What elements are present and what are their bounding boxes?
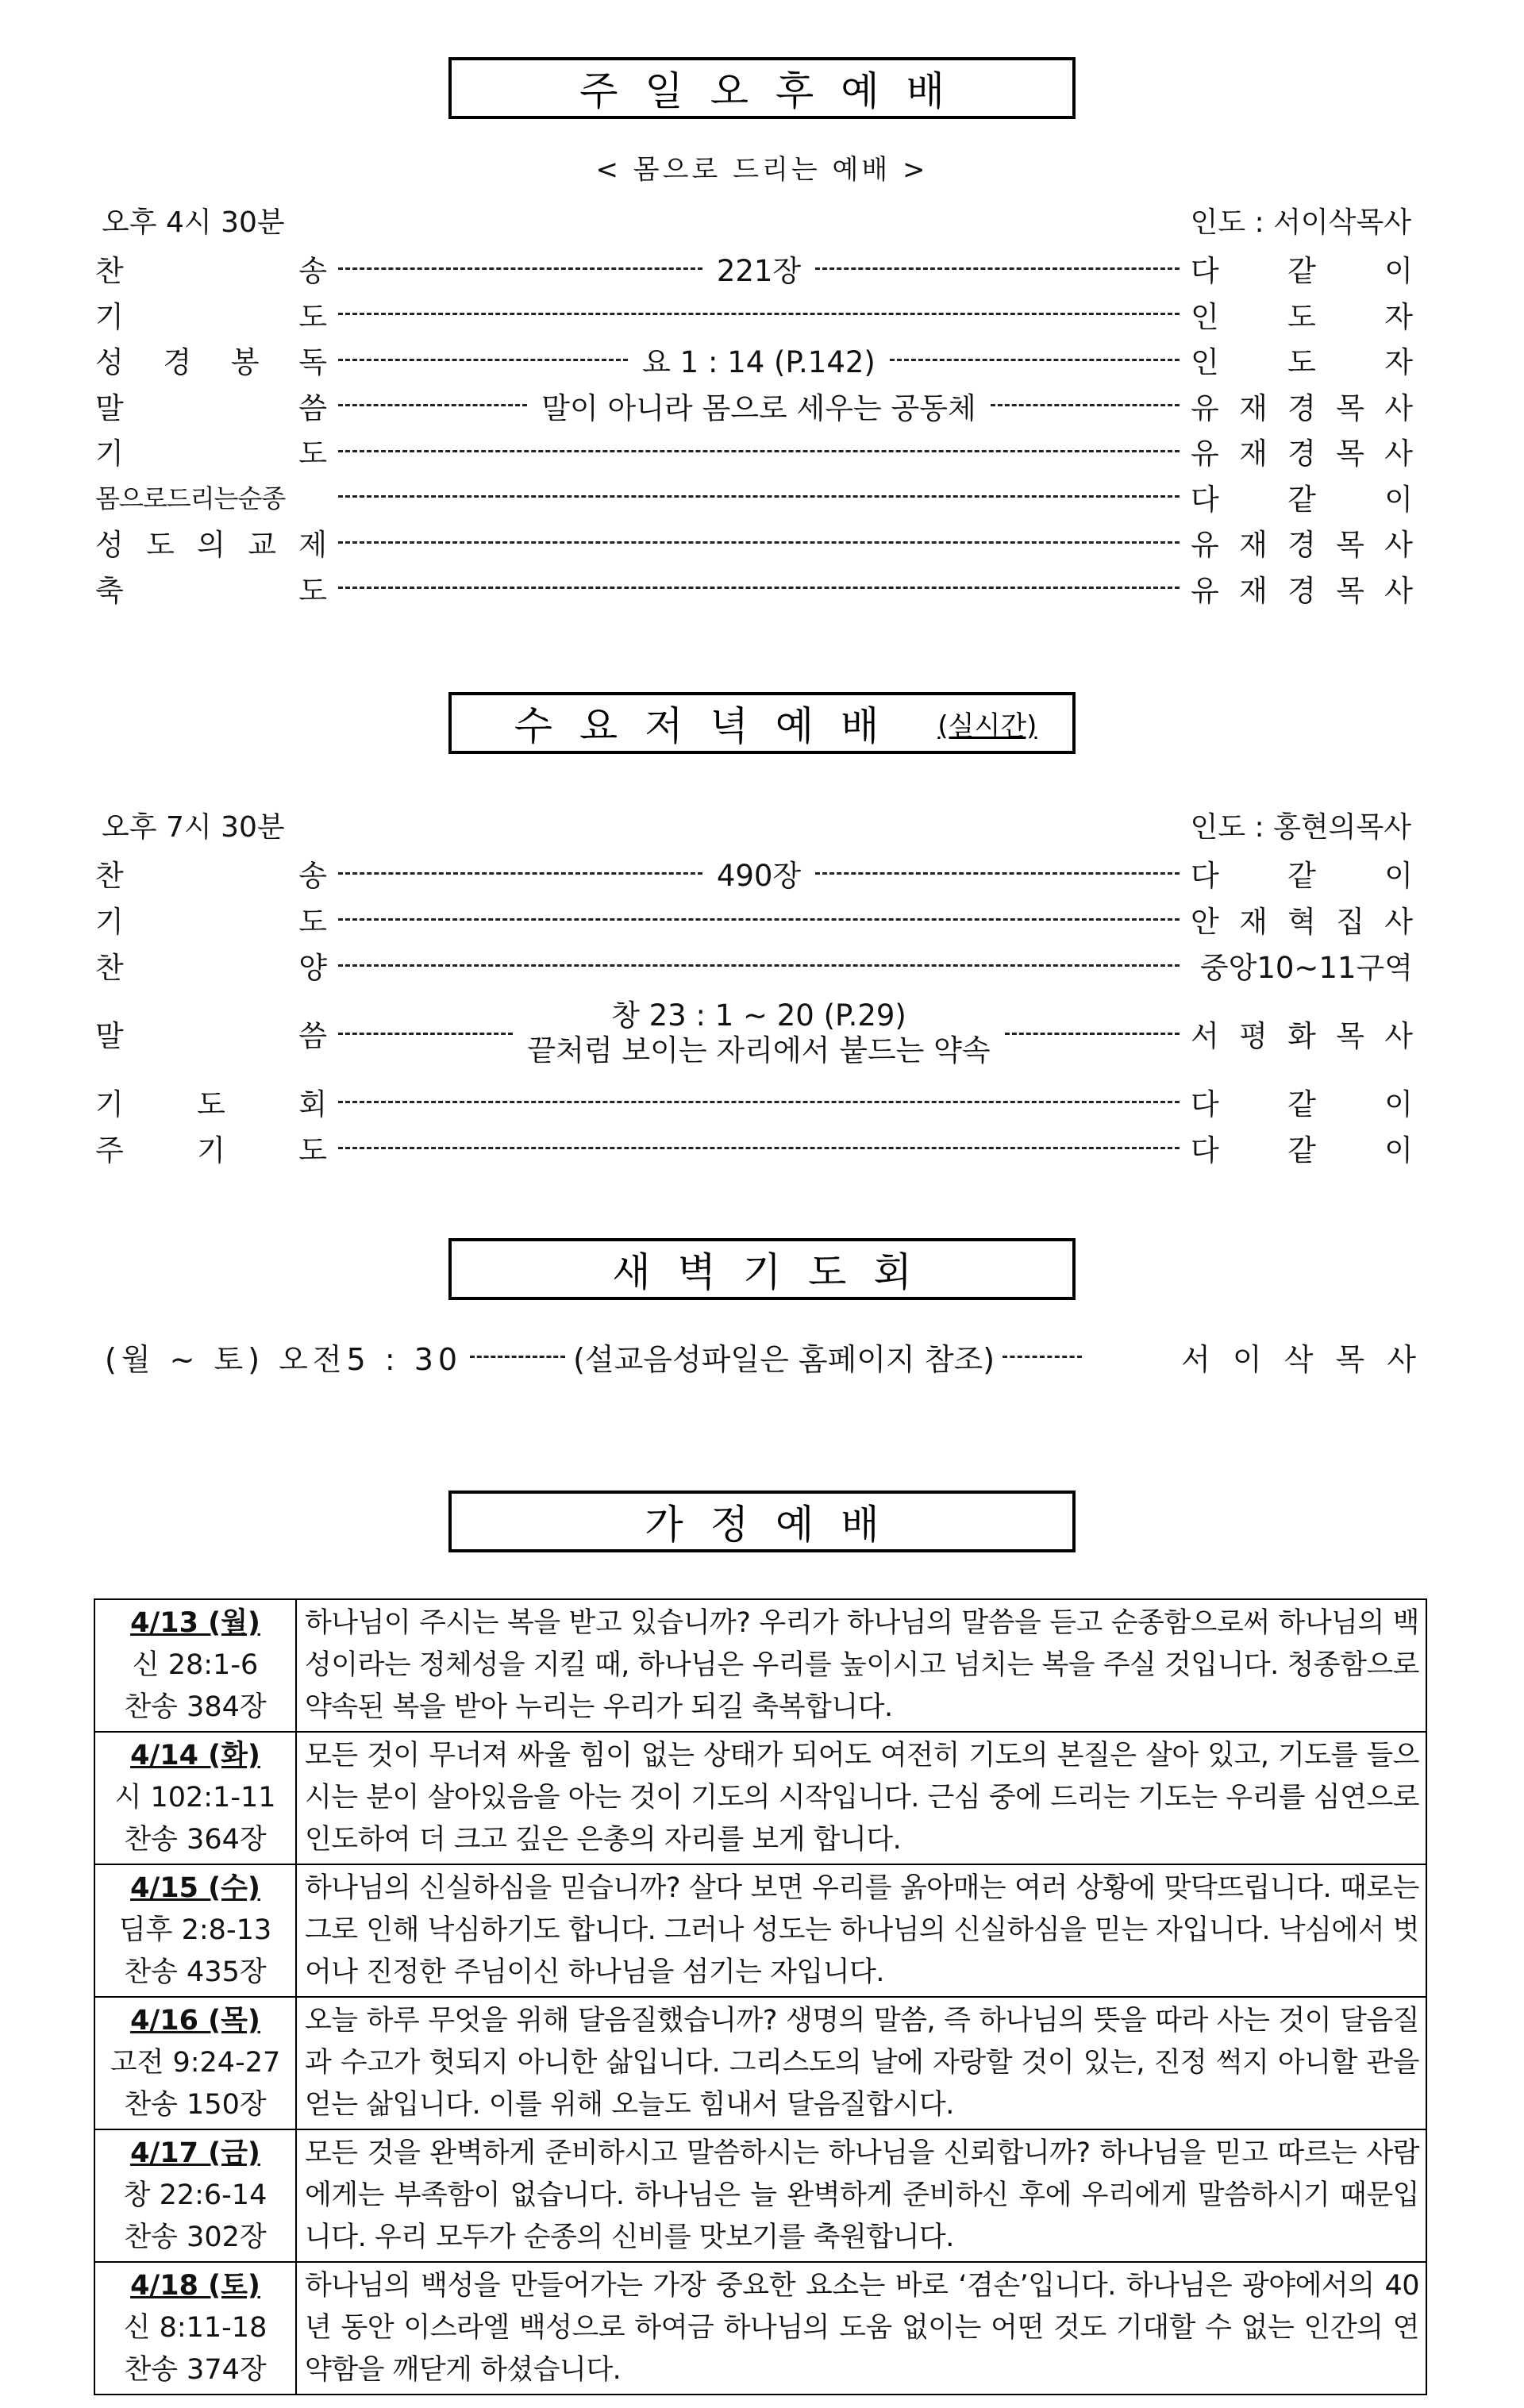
home-entry-text: 오늘 하루 무엇을 위해 달음질했습니까? 생명의 말씀, 즉 하나님의 뜻을 따라 사는 것이 달음질과 수고가 헛되지 아니한 삶입니다. 그리스도의 날에 자랑할 것이 있는, 진정 썩지 아니할 관을 얻는 삶입니다. 이를 위해 오늘도 힘내서 달음질합시다. — [296, 1997, 1426, 2129]
order-person-char: 재 — [1239, 437, 1268, 471]
home-entry-date-cell — [94, 2262, 296, 2395]
home-entry-text: 모든 것을 완벽하게 준비하시고 말씀하시는 하나님을 신뢰합니까? 하나님을 믿고 따르는 사람에게는 부족함이 없습니다. 하나님은 늘 완벽하게 준비하신 후에 우리에게 말씀하시기 때문입니다. 우리 모두가 순종의 신비를 맛보기를 축원합니다. — [296, 2129, 1426, 2262]
home-entry-text: 하나님의 신실하심을 믿습니까? 살다 보면 우리를 옭아매는 여러 상황에 맞닥뜨립니다. 때로는 그로 인해 낙심하기도 합니다. 그러나 성도는 하나님의 신실하심을 믿는 자입니다. 낙심에서 벗어나 진정한 주님이신 하나님을 섬기는 자입니다. — [296, 1864, 1426, 1997]
order-row — [95, 995, 1413, 1071]
dash-line — [338, 1147, 1180, 1149]
order-row — [95, 566, 1413, 610]
order-person-char: 유 — [1191, 390, 1219, 425]
home-entry-date-cell — [94, 1732, 296, 1864]
order-person-char: 사 — [1384, 437, 1413, 471]
order-label-char: 성 — [95, 345, 124, 379]
home-entry-date-cell — [94, 2129, 296, 2262]
order-leader-line — [338, 852, 1180, 894]
order-row — [95, 1125, 1413, 1170]
order-label-char: 찬 — [95, 254, 124, 288]
order-label-char: 기 — [197, 1133, 225, 1167]
home-entry-hymn: 찬송 374장 — [124, 2354, 267, 2386]
order-person-char: 이 — [1384, 1087, 1413, 1121]
order-content-text: 221장 — [716, 254, 802, 288]
order-label-char: 씀 — [298, 1019, 327, 1053]
order-person-char: 이 — [1384, 254, 1413, 288]
order-label-char: 말 — [95, 390, 124, 425]
order-label — [95, 384, 327, 427]
order-person-char: 사 — [1384, 390, 1413, 425]
home-entry-row — [94, 2129, 1426, 2262]
order-person — [1191, 247, 1413, 290]
order-leader-line — [338, 247, 1180, 290]
order-person-char: 목 — [1336, 528, 1364, 562]
order-label-char: 도 — [298, 437, 327, 471]
order-label-char: 도 — [197, 1087, 225, 1121]
order-row — [95, 851, 1413, 895]
order-person-char: 다 — [1191, 1133, 1219, 1167]
home-entry-day: 4/14 (화) — [130, 1740, 260, 1771]
order-label-char: 주 — [95, 1133, 124, 1167]
home-entry-day: 4/16 (목) — [130, 2005, 260, 2037]
order-row — [95, 520, 1413, 564]
order-person — [1191, 852, 1413, 894]
dawn-title-text: 새벽기도회 — [612, 1249, 939, 1295]
order-person-char: 자 — [1384, 345, 1413, 379]
order-label — [95, 1126, 327, 1169]
order-person — [1191, 567, 1413, 610]
order-person-char: 같 — [1287, 859, 1316, 893]
dash-line — [338, 1101, 1180, 1103]
order-label-char: 경 — [163, 345, 192, 379]
order-label-char: 말 — [95, 1019, 124, 1053]
home-entry-row — [94, 1732, 1426, 1864]
order-person-char: 재 — [1239, 528, 1268, 562]
order-person — [1191, 338, 1413, 381]
order-person — [1191, 429, 1413, 472]
order-person — [1191, 898, 1413, 941]
order-row — [95, 1079, 1413, 1124]
order-label — [95, 429, 327, 472]
order-label-char: 교 — [248, 528, 276, 562]
dash-line — [338, 1033, 513, 1035]
order-person-char: 사 — [1384, 1019, 1413, 1053]
order-person-char: 다 — [1191, 482, 1219, 517]
sunday-pm-title — [448, 57, 1076, 119]
wednesday-leader: 인도 : 홍현의목사 — [1190, 811, 1411, 844]
dash-line — [338, 450, 1180, 452]
order-person-char: 목 — [1336, 573, 1364, 608]
home-entry-ref: 딤후 2:8-13 — [118, 1914, 272, 1946]
order-person-char: 평 — [1239, 1019, 1268, 1053]
order-label — [95, 898, 327, 941]
order-content — [702, 247, 815, 290]
order-label-char: 독 — [298, 345, 327, 379]
order-person-char: 경 — [1287, 573, 1316, 608]
home-entry-ref: 신 28:1-6 — [132, 1649, 259, 1681]
home-entry-text: 하나님이 주시는 복을 받고 있습니까? 우리가 하나님의 말씀을 듣고 순종함으로써 하나님의 백성이라는 정체성을 지킬 때, 하나님은 우리를 높이시고 넘치는 복을 주실 것입니다. 청종함으로 약속된 복을 받아 누리는 우리가 되길 축복합니다. — [296, 1599, 1426, 1732]
home-entry-text: 모든 것이 무너져 싸울 힘이 없는 상태가 되어도 여전히 기도의 본질은 살아 있고, 기도를 들으시는 분이 살아있음을 아는 것이 기도의 시작입니다. 근심 중에 드리는 기도는 우리를 심연으로 인도하여 더 크고 깊은 은총의 자리를 보게 합니다. — [296, 1732, 1426, 1864]
order-row — [95, 943, 1413, 987]
dash-line — [338, 359, 628, 361]
order-row — [95, 383, 1413, 428]
order-row — [95, 337, 1413, 382]
order-label-char: 축 — [95, 573, 124, 608]
wednesday-title-text: 수요저녁예배 — [514, 703, 906, 749]
home-entry-day: 4/13 (월) — [130, 1607, 260, 1639]
order-label: 몸으로드리는순종 — [95, 483, 286, 514]
home-entry-ref: 시 102:1-11 — [114, 1782, 276, 1814]
home-entry-day: 4/18 (토) — [130, 2270, 260, 2302]
sunday-pm-subtitle: < 몸으로 드리는 예배 > — [595, 154, 929, 186]
order-label-char: 씀 — [298, 390, 327, 425]
order-label — [95, 567, 327, 610]
order-leader-line — [338, 313, 1180, 315]
home-entry-date-cell — [94, 1997, 296, 2129]
order-label — [95, 293, 327, 336]
dawn-leader: 서 이 삭 목 사 — [1181, 1342, 1422, 1377]
home-entry-date-cell — [94, 1599, 296, 1732]
order-label-char: 기 — [95, 299, 124, 334]
order-person-char: 사 — [1384, 528, 1413, 562]
home-entry-ref: 고전 9:24-27 — [110, 2047, 281, 2079]
order-person-char: 도 — [1287, 299, 1316, 334]
order-label-char: 도 — [298, 905, 327, 939]
dawn-schedule: (월 ~ 토) 오전5 : 30 — [105, 1342, 463, 1377]
order-person-char: 같 — [1287, 254, 1316, 288]
home-entry-row — [94, 1997, 1426, 2129]
order-label-char: 회 — [298, 1087, 327, 1121]
home-entry-row — [94, 1599, 1426, 1732]
order-person-char: 유 — [1191, 573, 1219, 608]
dash-line — [338, 404, 527, 406]
home-entry-hymn: 찬송 364장 — [124, 1824, 267, 1856]
home-entry-text: 하나님의 백성을 만들어가는 가장 중요한 요소는 바로 ‘겸손’입니다. 하나님은 광야에서의 40년 동안 이스라엘 백성으로 하여금 하나님의 도움 없이는 어떤 것도 기대할 수 없는 인간의 연약함을 깨닫게 하셨습니다. — [296, 2262, 1426, 2395]
home-entry-ref: 창 22:6-14 — [123, 2179, 267, 2211]
order-person-char: 목 — [1336, 390, 1364, 425]
home-entry-day: 4/17 (금) — [130, 2137, 260, 2169]
order-label-char: 기 — [95, 1087, 124, 1121]
order-content — [513, 998, 1004, 1068]
dash-line — [338, 267, 702, 270]
order-person-char: 재 — [1239, 573, 1268, 608]
order-label-char: 기 — [95, 437, 124, 471]
order-content-text: 요 1 : 14 (P.142) — [642, 345, 876, 379]
order-leader-line — [338, 998, 1180, 1068]
order-person-char: 유 — [1191, 528, 1219, 562]
dash-line — [338, 872, 702, 875]
dawn-dash-1 — [470, 1356, 565, 1358]
dawn-dash-2 — [1003, 1356, 1082, 1358]
order-person-char: 경 — [1287, 390, 1316, 425]
order-row — [95, 475, 1413, 519]
order-label-char: 도 — [298, 299, 327, 334]
order-person-char: 다 — [1191, 254, 1219, 288]
order-person-char: 다 — [1191, 1087, 1219, 1121]
order-content — [628, 338, 890, 381]
order-person — [1191, 475, 1413, 518]
order-leader-line — [338, 338, 1180, 381]
order-leader-line — [338, 1101, 1180, 1103]
order-row — [95, 897, 1413, 941]
order-label-char: 찬 — [95, 951, 124, 985]
order-person-char: 경 — [1287, 528, 1316, 562]
order-person — [1191, 1012, 1413, 1055]
dawn-schedule-row — [105, 1335, 1422, 1379]
order-label — [95, 1080, 327, 1123]
order-leader-line — [338, 384, 1180, 427]
order-leader-line — [338, 1147, 1180, 1149]
order-leader-line — [338, 450, 1180, 452]
order-person-char: 자 — [1384, 299, 1413, 334]
home-entry-ref: 신 8:11-18 — [123, 2312, 267, 2344]
order-content-text-2: 끝처럼 보이는 자리에서 붙드는 약속 — [527, 1033, 991, 1067]
home-entry-hymn: 찬송 384장 — [124, 1691, 267, 1723]
order-row — [95, 429, 1413, 473]
order-content-text: 창 23 : 1 ~ 20 (P.29) — [611, 998, 906, 1033]
dash-line — [991, 404, 1180, 406]
order-content-text: 말이 아니라 몸으로 세우는 공동체 — [541, 390, 976, 425]
order-label-char: 도 — [298, 1133, 327, 1167]
sunday-pm-leader: 인도 : 서이삭목사 — [1190, 206, 1411, 239]
order-person-char: 혁 — [1287, 905, 1316, 939]
order-label-char: 기 — [95, 905, 124, 939]
order-row — [95, 246, 1413, 290]
sunday-pm-time: 오후 4시 30분 — [102, 206, 285, 239]
home-title — [448, 1491, 1076, 1552]
order-person-char: 유 — [1191, 437, 1219, 471]
order-person-char: 같 — [1287, 1133, 1316, 1167]
order-label — [95, 338, 327, 381]
order-person-char: 인 — [1191, 345, 1219, 379]
home-entry-hymn: 찬송 302장 — [124, 2221, 267, 2253]
order-label-char: 성 — [95, 528, 124, 562]
order-person-char: 사 — [1384, 573, 1413, 608]
dash-line — [338, 313, 1180, 315]
dash-line — [890, 359, 1180, 361]
order-label — [95, 521, 327, 564]
order-person-char: 도 — [1287, 345, 1316, 379]
order-content — [702, 852, 815, 894]
order-leader-line — [338, 495, 1180, 498]
dawn-note: (설교음성파일은 홈페이지 참조) — [573, 1342, 995, 1377]
order-label — [95, 247, 327, 290]
order-label-char: 양 — [298, 951, 327, 985]
order-person: 중앙10~11구역 — [1199, 951, 1413, 985]
order-person-char: 인 — [1191, 299, 1219, 334]
order-label — [95, 1012, 327, 1055]
order-label-char: 송 — [298, 859, 327, 893]
order-label — [95, 852, 327, 894]
order-person-char: 목 — [1336, 437, 1364, 471]
sunday-pm-title-text: 주일오후예배 — [579, 68, 972, 114]
wednesday-title — [448, 692, 1076, 754]
order-leader-line — [338, 964, 1180, 967]
dash-line — [815, 872, 1180, 875]
home-entry-hymn: 찬송 150장 — [124, 2089, 267, 2121]
order-person-char: 이 — [1384, 859, 1413, 893]
order-leader-line — [338, 541, 1180, 544]
order-person-char: 사 — [1384, 905, 1413, 939]
order-person — [1191, 1080, 1413, 1123]
order-person-char: 재 — [1239, 905, 1268, 939]
order-content — [527, 384, 990, 427]
order-label-char: 제 — [298, 528, 327, 562]
order-label-char: 송 — [298, 254, 327, 288]
order-person-char: 다 — [1191, 859, 1219, 893]
home-entry-row — [94, 2262, 1426, 2395]
dash-line — [338, 495, 1180, 498]
dash-line — [338, 587, 1180, 589]
wednesday-title-note: (실시간) — [937, 710, 1037, 742]
home-title-text: 가정예배 — [645, 1502, 906, 1548]
home-entry-hymn: 찬송 435장 — [124, 1956, 267, 1988]
order-person-char: 같 — [1287, 482, 1316, 517]
order-person — [1191, 1126, 1413, 1169]
order-label-char: 도 — [146, 528, 175, 562]
order-row — [95, 292, 1413, 337]
order-label — [95, 944, 327, 987]
dash-line — [338, 541, 1180, 544]
home-entry-row — [94, 1864, 1426, 1997]
dash-line — [815, 267, 1180, 270]
dash-line — [338, 918, 1180, 921]
order-person-char: 같 — [1287, 1087, 1316, 1121]
order-person-char: 화 — [1287, 1019, 1316, 1053]
sunday-pm-meta — [102, 200, 1411, 240]
order-content-text: 490장 — [716, 859, 802, 893]
order-leader-line — [338, 587, 1180, 589]
order-person — [1191, 293, 1413, 336]
order-person-char: 이 — [1384, 482, 1413, 517]
order-label-char: 의 — [197, 528, 225, 562]
order-person-char: 이 — [1384, 1133, 1413, 1167]
home-entry-date-cell — [94, 1864, 296, 1997]
home-worship-table — [94, 1598, 1427, 2395]
dash-line — [338, 964, 1180, 967]
order-person-char: 경 — [1287, 437, 1316, 471]
wednesday-time: 오후 7시 30분 — [102, 811, 285, 844]
order-label-char: 봉 — [230, 345, 260, 379]
order-person-char: 집 — [1336, 905, 1364, 939]
order-person-char: 서 — [1191, 1019, 1219, 1053]
order-person — [1191, 384, 1413, 427]
dawn-title — [448, 1238, 1076, 1300]
order-label-char: 도 — [298, 573, 327, 608]
order-person-char: 안 — [1191, 905, 1219, 939]
home-entry-day: 4/15 (수) — [130, 1872, 260, 1904]
order-leader-line — [338, 918, 1180, 921]
order-person-char: 재 — [1239, 390, 1268, 425]
order-person — [1191, 521, 1413, 564]
dash-line — [1005, 1033, 1180, 1035]
order-label-char: 찬 — [95, 859, 124, 893]
order-person-char: 목 — [1336, 1019, 1364, 1053]
wednesday-meta — [102, 805, 1411, 844]
